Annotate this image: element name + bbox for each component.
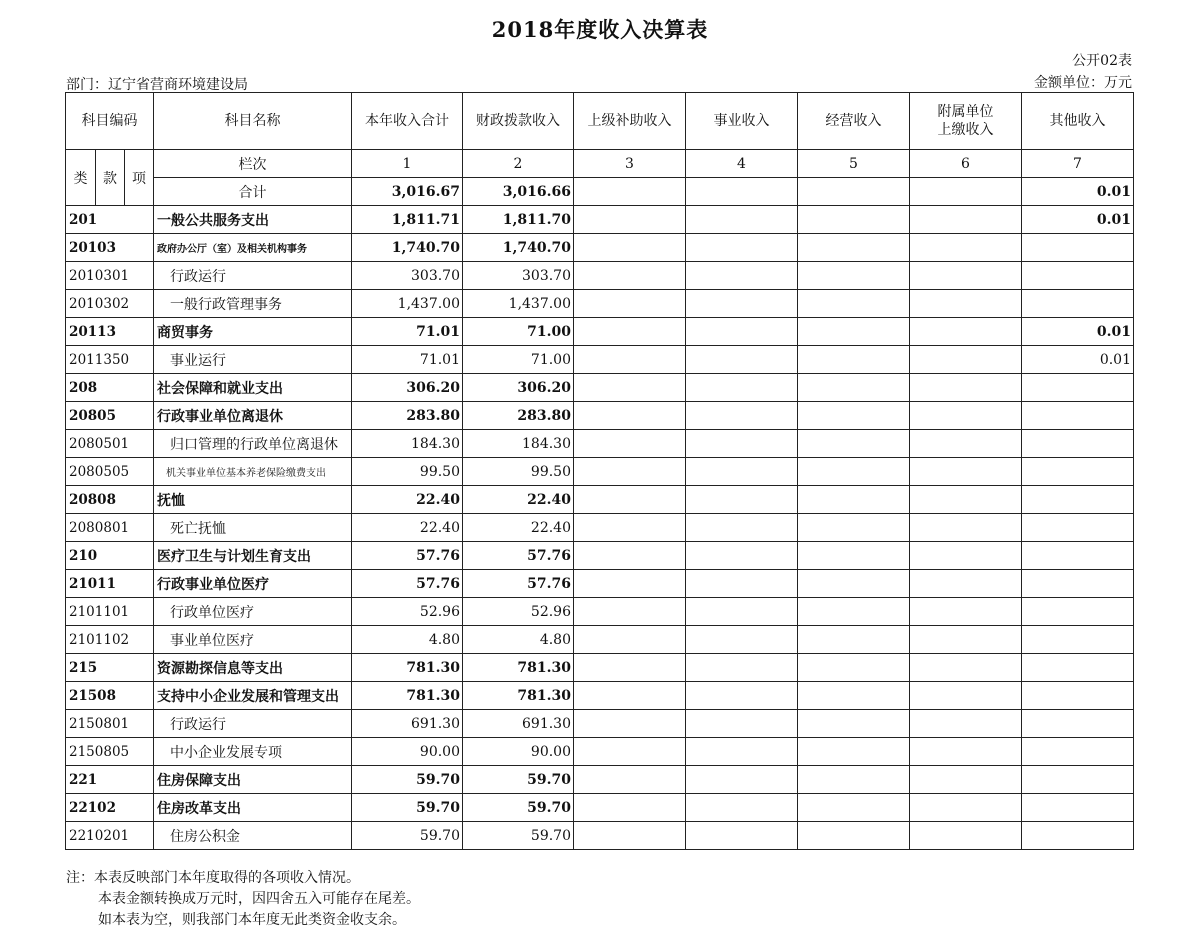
table-row (66, 542, 1134, 570)
row-affiliated (910, 822, 1022, 850)
row-operating (798, 738, 910, 766)
row-total: 59.70 (352, 794, 463, 822)
row-operating (798, 710, 910, 738)
row-other (1022, 766, 1134, 794)
lanci-label: 栏次 (154, 150, 352, 178)
row-name: 一般公共服务支出 (154, 206, 352, 234)
note-line-2: 本表金额转换成万元时，因四舍五入可能存在尾差。 (98, 891, 420, 907)
row-affiliated (910, 430, 1022, 458)
row-name: 行政事业单位离退休 (154, 402, 352, 430)
row-fiscal: 283.80 (463, 402, 574, 430)
row-name: 事业单位医疗 (154, 626, 352, 654)
row-operating (798, 458, 910, 486)
row-other (1022, 234, 1134, 262)
row-total: 1,437.00 (352, 290, 463, 318)
row-code: 208 (66, 374, 154, 402)
header-code: 科目编码 (66, 93, 154, 150)
row-name: 中小企业发展专项 (154, 738, 352, 766)
row-superior (574, 206, 686, 234)
row-name: 归口管理的行政单位离退休 (154, 430, 352, 458)
row-affiliated (910, 318, 1022, 346)
row-superior (574, 654, 686, 682)
row-name: 住房保障支出 (154, 766, 352, 794)
row-name: 行政运行 (154, 710, 352, 738)
row-other: 0.01 (1022, 318, 1134, 346)
row-other (1022, 430, 1134, 458)
row-superior (574, 766, 686, 794)
table-row (66, 262, 1134, 290)
row-operating (798, 374, 910, 402)
total-operating (798, 178, 910, 206)
row-code: 2150801 (66, 710, 154, 738)
row-fiscal: 57.76 (463, 542, 574, 570)
row-name: 死亡抚恤 (154, 514, 352, 542)
row-superior (574, 318, 686, 346)
row-business (686, 766, 798, 794)
row-other (1022, 374, 1134, 402)
row-other (1022, 738, 1134, 766)
row-operating (798, 682, 910, 710)
table-row (66, 430, 1134, 458)
row-code: 215 (66, 654, 154, 682)
row-fiscal: 99.50 (463, 458, 574, 486)
row-fiscal: 59.70 (463, 766, 574, 794)
income-statement-table (65, 92, 1134, 850)
row-business (686, 570, 798, 598)
col-index-5: 5 (798, 150, 910, 178)
row-total: 306.20 (352, 374, 463, 402)
row-total: 71.01 (352, 318, 463, 346)
table-row (66, 402, 1134, 430)
row-business (686, 682, 798, 710)
row-name: 事业运行 (154, 346, 352, 374)
row-fiscal: 52.96 (463, 598, 574, 626)
row-fiscal: 1,811.70 (463, 206, 574, 234)
row-business (686, 710, 798, 738)
table-row (66, 318, 1134, 346)
row-other (1022, 486, 1134, 514)
row-affiliated (910, 514, 1022, 542)
row-other (1022, 290, 1134, 318)
row-business (686, 458, 798, 486)
table-row (66, 626, 1134, 654)
row-superior (574, 458, 686, 486)
row-fiscal: 59.70 (463, 822, 574, 850)
row-operating (798, 766, 910, 794)
row-business (686, 430, 798, 458)
row-operating (798, 514, 910, 542)
row-other (1022, 654, 1134, 682)
row-name: 一般行政管理事务 (154, 290, 352, 318)
row-fiscal: 303.70 (463, 262, 574, 290)
row-total: 781.30 (352, 654, 463, 682)
row-name: 资源勘探信息等支出 (154, 654, 352, 682)
row-fiscal: 90.00 (463, 738, 574, 766)
row-superior (574, 234, 686, 262)
row-operating (798, 794, 910, 822)
row-fiscal: 781.30 (463, 682, 574, 710)
row-fiscal: 71.00 (463, 346, 574, 374)
total-other: 0.01 (1022, 178, 1134, 206)
amount-unit-label: 金额单位：万元 (1034, 75, 1132, 91)
row-superior (574, 626, 686, 654)
row-code: 22102 (66, 794, 154, 822)
table-row (66, 766, 1134, 794)
row-business (686, 234, 798, 262)
row-total: 4.80 (352, 626, 463, 654)
row-code: 2210201 (66, 822, 154, 850)
row-code: 221 (66, 766, 154, 794)
row-code: 2080801 (66, 514, 154, 542)
row-business (686, 374, 798, 402)
row-total: 781.30 (352, 682, 463, 710)
row-operating (798, 542, 910, 570)
table-row (66, 458, 1134, 486)
sub-header-lei: 类 (66, 150, 96, 206)
row-business (686, 626, 798, 654)
row-business (686, 542, 798, 570)
header-business: 事业收入 (686, 93, 798, 150)
row-operating (798, 318, 910, 346)
row-business (686, 262, 798, 290)
row-code: 2101102 (66, 626, 154, 654)
row-fiscal: 57.76 (463, 570, 574, 598)
note-line-3: 如本表为空，则我部门本年度无此类资金收支余。 (98, 912, 406, 928)
row-affiliated (910, 262, 1022, 290)
row-fiscal: 691.30 (463, 710, 574, 738)
row-superior (574, 682, 686, 710)
row-name: 住房公积金 (154, 822, 352, 850)
row-total: 71.01 (352, 346, 463, 374)
row-affiliated (910, 738, 1022, 766)
row-operating (798, 346, 910, 374)
sub-header-kuan: 款 (96, 150, 125, 206)
row-operating (798, 430, 910, 458)
row-business (686, 794, 798, 822)
row-affiliated (910, 654, 1022, 682)
row-fiscal: 4.80 (463, 626, 574, 654)
row-name: 医疗卫生与计划生育支出 (154, 542, 352, 570)
row-total: 52.96 (352, 598, 463, 626)
row-total: 1,811.71 (352, 206, 463, 234)
table-row (66, 374, 1134, 402)
row-affiliated (910, 626, 1022, 654)
row-fiscal: 1,740.70 (463, 234, 574, 262)
row-fiscal: 59.70 (463, 794, 574, 822)
row-superior (574, 346, 686, 374)
row-operating (798, 402, 910, 430)
row-superior (574, 794, 686, 822)
row-business (686, 318, 798, 346)
row-affiliated (910, 346, 1022, 374)
row-fiscal: 306.20 (463, 374, 574, 402)
row-fiscal: 71.00 (463, 318, 574, 346)
row-code: 201 (66, 206, 154, 234)
row-code: 20808 (66, 486, 154, 514)
table-row (66, 570, 1134, 598)
row-superior (574, 738, 686, 766)
row-name: 商贸事务 (154, 318, 352, 346)
row-code: 21508 (66, 682, 154, 710)
row-affiliated (910, 402, 1022, 430)
row-name: 行政单位医疗 (154, 598, 352, 626)
header-total: 本年收入合计 (352, 93, 463, 150)
row-other (1022, 402, 1134, 430)
row-superior (574, 290, 686, 318)
table-row (66, 290, 1134, 318)
row-other: 0.01 (1022, 206, 1134, 234)
row-name: 政府办公厅（室）及相关机构事务 (154, 234, 352, 262)
row-business (686, 598, 798, 626)
col-index-1: 1 (352, 150, 463, 178)
row-affiliated (910, 766, 1022, 794)
header-name: 科目名称 (154, 93, 352, 150)
col-index-3: 3 (574, 150, 686, 178)
total-amount: 3,016.67 (352, 178, 463, 206)
row-superior (574, 598, 686, 626)
row-affiliated (910, 598, 1022, 626)
row-business (686, 822, 798, 850)
row-code: 2011350 (66, 346, 154, 374)
row-fiscal: 22.40 (463, 514, 574, 542)
row-operating (798, 290, 910, 318)
row-business (686, 738, 798, 766)
row-superior (574, 402, 686, 430)
row-total: 22.40 (352, 486, 463, 514)
table-row (66, 514, 1134, 542)
col-index-7: 7 (1022, 150, 1134, 178)
row-fiscal: 1,437.00 (463, 290, 574, 318)
table-row (66, 822, 1134, 850)
col-index-6: 6 (910, 150, 1022, 178)
row-business (686, 402, 798, 430)
row-code: 20103 (66, 234, 154, 262)
row-name: 支持中小企业发展和管理支出 (154, 682, 352, 710)
row-fiscal: 22.40 (463, 486, 574, 514)
row-business (686, 206, 798, 234)
table-row (66, 234, 1134, 262)
row-superior (574, 514, 686, 542)
row-fiscal: 781.30 (463, 654, 574, 682)
header-affiliated-line1: 附属单位 (937, 104, 994, 120)
row-superior (574, 542, 686, 570)
row-other (1022, 626, 1134, 654)
row-other (1022, 514, 1134, 542)
row-other: 0.01 (1022, 346, 1134, 374)
row-superior (574, 710, 686, 738)
row-code: 2150805 (66, 738, 154, 766)
row-operating (798, 570, 910, 598)
table-row (66, 486, 1134, 514)
header-affiliated (910, 93, 1022, 150)
row-total: 303.70 (352, 262, 463, 290)
header-other: 其他收入 (1022, 93, 1134, 150)
table-row (66, 654, 1134, 682)
row-code: 2010301 (66, 262, 154, 290)
row-operating (798, 654, 910, 682)
row-other (1022, 710, 1134, 738)
row-code: 2080505 (66, 458, 154, 486)
table-row (66, 206, 1134, 234)
row-code: 20805 (66, 402, 154, 430)
row-operating (798, 234, 910, 262)
row-operating (798, 262, 910, 290)
row-total: 99.50 (352, 458, 463, 486)
row-code: 21011 (66, 570, 154, 598)
row-name: 行政运行 (154, 262, 352, 290)
row-total: 691.30 (352, 710, 463, 738)
row-superior (574, 374, 686, 402)
row-affiliated (910, 290, 1022, 318)
row-operating (798, 598, 910, 626)
row-total: 57.76 (352, 542, 463, 570)
row-operating (798, 822, 910, 850)
row-business (686, 654, 798, 682)
table-row (66, 598, 1134, 626)
row-other (1022, 262, 1134, 290)
header-fiscal: 财政拨款收入 (463, 93, 574, 150)
row-code: 20113 (66, 318, 154, 346)
row-fiscal: 184.30 (463, 430, 574, 458)
notes (66, 868, 420, 931)
row-name: 住房改革支出 (154, 794, 352, 822)
row-affiliated (910, 234, 1022, 262)
row-other (1022, 682, 1134, 710)
row-superior (574, 430, 686, 458)
row-other (1022, 794, 1134, 822)
row-operating (798, 486, 910, 514)
table-row (66, 346, 1134, 374)
row-affiliated (910, 542, 1022, 570)
row-code: 210 (66, 542, 154, 570)
row-total: 1,740.70 (352, 234, 463, 262)
row-name: 行政事业单位医疗 (154, 570, 352, 598)
table-row (66, 682, 1134, 710)
total-label: 合计 (154, 178, 352, 206)
row-code: 2080501 (66, 430, 154, 458)
row-other (1022, 458, 1134, 486)
department-label: 部门：辽宁省营商环境建设局 (66, 77, 248, 93)
row-name: 抚恤 (154, 486, 352, 514)
row-superior (574, 822, 686, 850)
header-superior: 上级补助收入 (574, 93, 686, 150)
page-title: 2018年度收入决算表 (491, 17, 709, 42)
header-affiliated-line2: 上缴收入 (937, 122, 994, 138)
row-total: 59.70 (352, 822, 463, 850)
row-business (686, 486, 798, 514)
table-number: 公开02表 (1072, 53, 1132, 69)
row-name: 社会保障和就业支出 (154, 374, 352, 402)
table-row (66, 738, 1134, 766)
row-business (686, 514, 798, 542)
total-row (66, 178, 1134, 206)
row-affiliated (910, 374, 1022, 402)
row-superior (574, 570, 686, 598)
header-operating: 经营收入 (798, 93, 910, 150)
row-total: 22.40 (352, 514, 463, 542)
table-row (66, 794, 1134, 822)
total-fiscal: 3,016.66 (463, 178, 574, 206)
row-affiliated (910, 710, 1022, 738)
row-name: 机关事业单位基本养老保险缴费支出 (154, 458, 352, 486)
row-affiliated (910, 206, 1022, 234)
row-other (1022, 570, 1134, 598)
row-business (686, 346, 798, 374)
row-total: 90.00 (352, 738, 463, 766)
row-code: 2010302 (66, 290, 154, 318)
row-code: 2101101 (66, 598, 154, 626)
total-affiliated (910, 178, 1022, 206)
table-row (66, 710, 1134, 738)
row-total: 59.70 (352, 766, 463, 794)
row-affiliated (910, 486, 1022, 514)
row-total: 57.76 (352, 570, 463, 598)
row-total: 184.30 (352, 430, 463, 458)
row-affiliated (910, 570, 1022, 598)
row-operating (798, 626, 910, 654)
note-line-1: 注：本表反映部门本年度取得的各项收入情况。 (66, 870, 360, 886)
sub-header-xiang: 项 (125, 150, 154, 206)
row-superior (574, 262, 686, 290)
row-operating (798, 206, 910, 234)
row-affiliated (910, 682, 1022, 710)
row-other (1022, 822, 1134, 850)
row-other (1022, 598, 1134, 626)
row-total: 283.80 (352, 402, 463, 430)
total-superior (574, 178, 686, 206)
col-index-4: 4 (686, 150, 798, 178)
row-business (686, 290, 798, 318)
row-affiliated (910, 458, 1022, 486)
total-business (686, 178, 798, 206)
row-other (1022, 542, 1134, 570)
row-affiliated (910, 794, 1022, 822)
row-superior (574, 486, 686, 514)
col-index-2: 2 (463, 150, 574, 178)
